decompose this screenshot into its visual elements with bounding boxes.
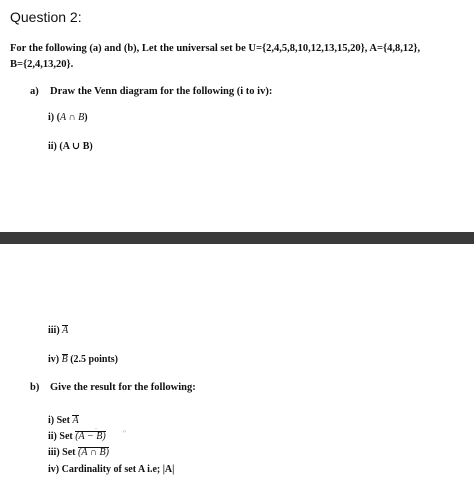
part-a-item-4-points: (2.5 points) — [67, 354, 119, 365]
intro-line-1: For the following (a) and (b), Let the universal set be U={2,4,5,8,10,12,13,15,20}, A={4,8,12}, — [10, 43, 421, 54]
part-b-item-4: iv) Cardinality of set A i.e; |A| — [48, 464, 175, 475]
part-a-item-1-prefix: i) ( — [48, 112, 60, 123]
part-b-prompt: Give the result for the following: — [50, 382, 196, 393]
part-a-letter: a) — [30, 86, 39, 97]
part-b-item-3-prefix: iii) Set — [48, 447, 78, 458]
part-a-heading — [30, 86, 272, 97]
part-a-item-1-suffix: ) — [84, 112, 88, 123]
part-a-item-2: ii) (A ∪ B) — [48, 141, 93, 152]
part-a-item-3-prefix: iii) — [48, 325, 63, 336]
part-a-item-3-complement: A — [62, 325, 69, 336]
part-a-item-4 — [48, 354, 118, 365]
part-b-item-1-complement: A — [72, 415, 79, 426]
part-a-item-3 — [48, 325, 68, 336]
part-b-item-2 — [48, 431, 106, 442]
part-a-item-4-complement: B — [61, 354, 68, 365]
part-a-prompt: Draw the Venn diagram for the following (i to iv): — [50, 86, 273, 97]
intro-line-2: B={2,4,13,20}. — [10, 59, 74, 70]
question-intro — [10, 41, 466, 73]
part-b-item-2-prefix: ii) Set — [48, 431, 76, 442]
part-a-item-4-prefix: iv) — [48, 354, 62, 365]
part-b-item-3 — [48, 447, 109, 458]
stray-mark-1: . — [95, 422, 97, 431]
part-a-item-1 — [48, 112, 88, 123]
part-b-item-1-prefix: i) Set — [48, 415, 73, 426]
stray-mark-2: '' — [123, 429, 126, 438]
part-b-heading — [30, 382, 196, 393]
page-separator-bar — [0, 232, 474, 244]
document-top-section — [0, 0, 474, 232]
part-b-item-1 — [48, 415, 79, 426]
part-b-item-3-complement: (A ∩ B) — [78, 447, 109, 458]
part-b-letter: b) — [30, 382, 40, 393]
question-title: Question 2: — [10, 9, 82, 25]
part-b-item-2-complement: (A − B) — [75, 431, 106, 442]
part-a-item-1-expr: A ∩ B — [59, 112, 85, 123]
document-bottom-section — [0, 244, 474, 495]
